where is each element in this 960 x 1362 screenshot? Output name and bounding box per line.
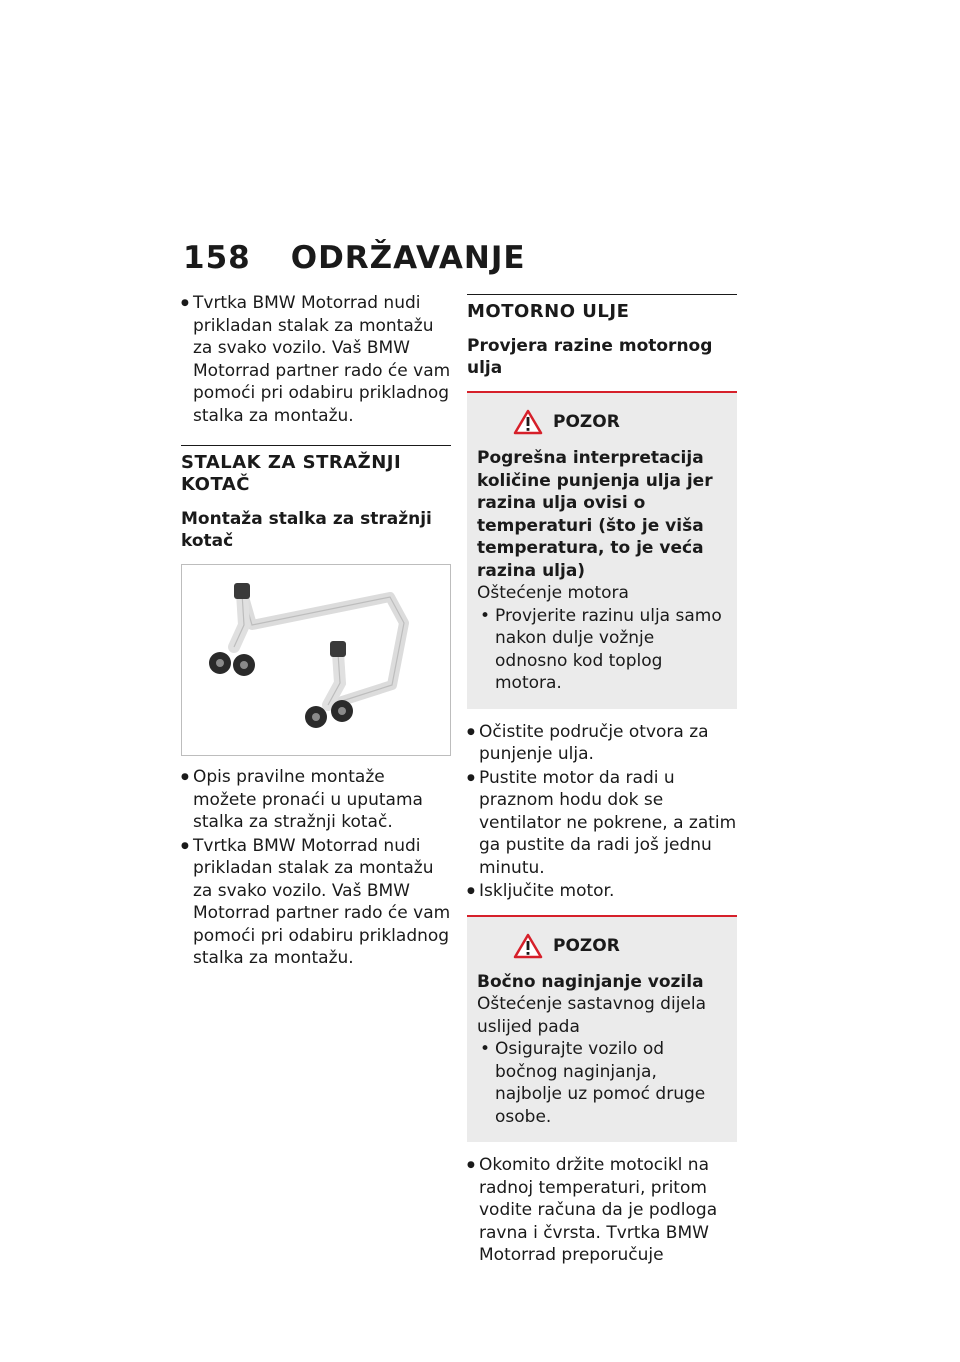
right-column bbox=[467, 292, 737, 1268]
stand-illustration-icon bbox=[182, 565, 450, 755]
subsection-title: Montaža stalka za stražnji kotač bbox=[181, 509, 432, 551]
warning-consequence: Oštećenje sastavnog dijela uslijed pada bbox=[477, 994, 707, 1037]
section-title: MOTORNO ULJE bbox=[467, 301, 630, 322]
section-divider bbox=[181, 445, 451, 496]
subsection-title: Provjera razine motornog ulja bbox=[467, 336, 713, 378]
warning-triangle-icon bbox=[513, 933, 543, 959]
warning-lead: Bočno naginjanje vozila bbox=[477, 971, 704, 992]
warning-lead: Pogrešna interpretacija količine punjenja ulja jer razina ulja ovisi o temperaturi (što je viša temperatura, to je veća razina ulja) bbox=[477, 448, 713, 581]
warning-triangle-icon bbox=[513, 409, 543, 435]
list-item: ● Okomito držite motocikl na radnoj temperaturi, pritom vodite računa da je podloga ravna i čvrsta. Tvrtka BMW Motorrad preporučuje bbox=[467, 1154, 737, 1267]
section-title: STALAK ZA STRAŽNJI KOTAČ bbox=[181, 452, 402, 495]
page-number: 158 bbox=[183, 240, 251, 276]
list-item: ● Tvrtka BMW Motorrad nudi prikladan stalak za montažu za svako vozilo. Vaš BMW Motorrad partner rado će vam pomoći pri odabiru prikladnog stalka za montažu. bbox=[181, 292, 451, 427]
chapter-title: ODRŽAVANJE bbox=[290, 240, 526, 276]
warning-box bbox=[467, 391, 737, 709]
warning-box bbox=[467, 915, 737, 1143]
list-item: ● Tvrtka BMW Motorrad nudi prikladan stalak za montažu za svako vozilo. Vaš BMW Motorrad partner rado će vam pomoći pri odabiru prikladnog stalka za montažu. bbox=[181, 835, 451, 970]
warning-consequence: Oštećenje motora bbox=[477, 583, 629, 603]
page-header bbox=[183, 240, 526, 276]
list-item: ● Pustite motor da radi u praznom hodu dok se ventilator ne pokrene, a zatim ga pustite da radi još jednu minutu. bbox=[467, 767, 737, 880]
list-item: ● Isključite motor. bbox=[467, 880, 737, 903]
rear-wheel-stand-figure bbox=[181, 564, 451, 756]
warning-title: POZOR bbox=[553, 412, 620, 432]
warning-action: • Provjerite razinu ulja samo nakon dulje vožnje odnosno kod toplog motora. bbox=[477, 605, 727, 695]
left-column bbox=[181, 292, 451, 971]
warning-title: POZOR bbox=[553, 935, 620, 956]
section-divider bbox=[467, 294, 737, 323]
list-item: ● Opis pravilne montaže možete pronaći u uputama stalka za stražnji kotač. bbox=[181, 766, 451, 834]
list-item: ● Očistite područje otvora za punjenje ulja. bbox=[467, 721, 737, 766]
warning-action: • Osigurajte vozilo od bočnog naginjanja, najbolje uz pomoć druge osobe. bbox=[477, 1038, 727, 1128]
